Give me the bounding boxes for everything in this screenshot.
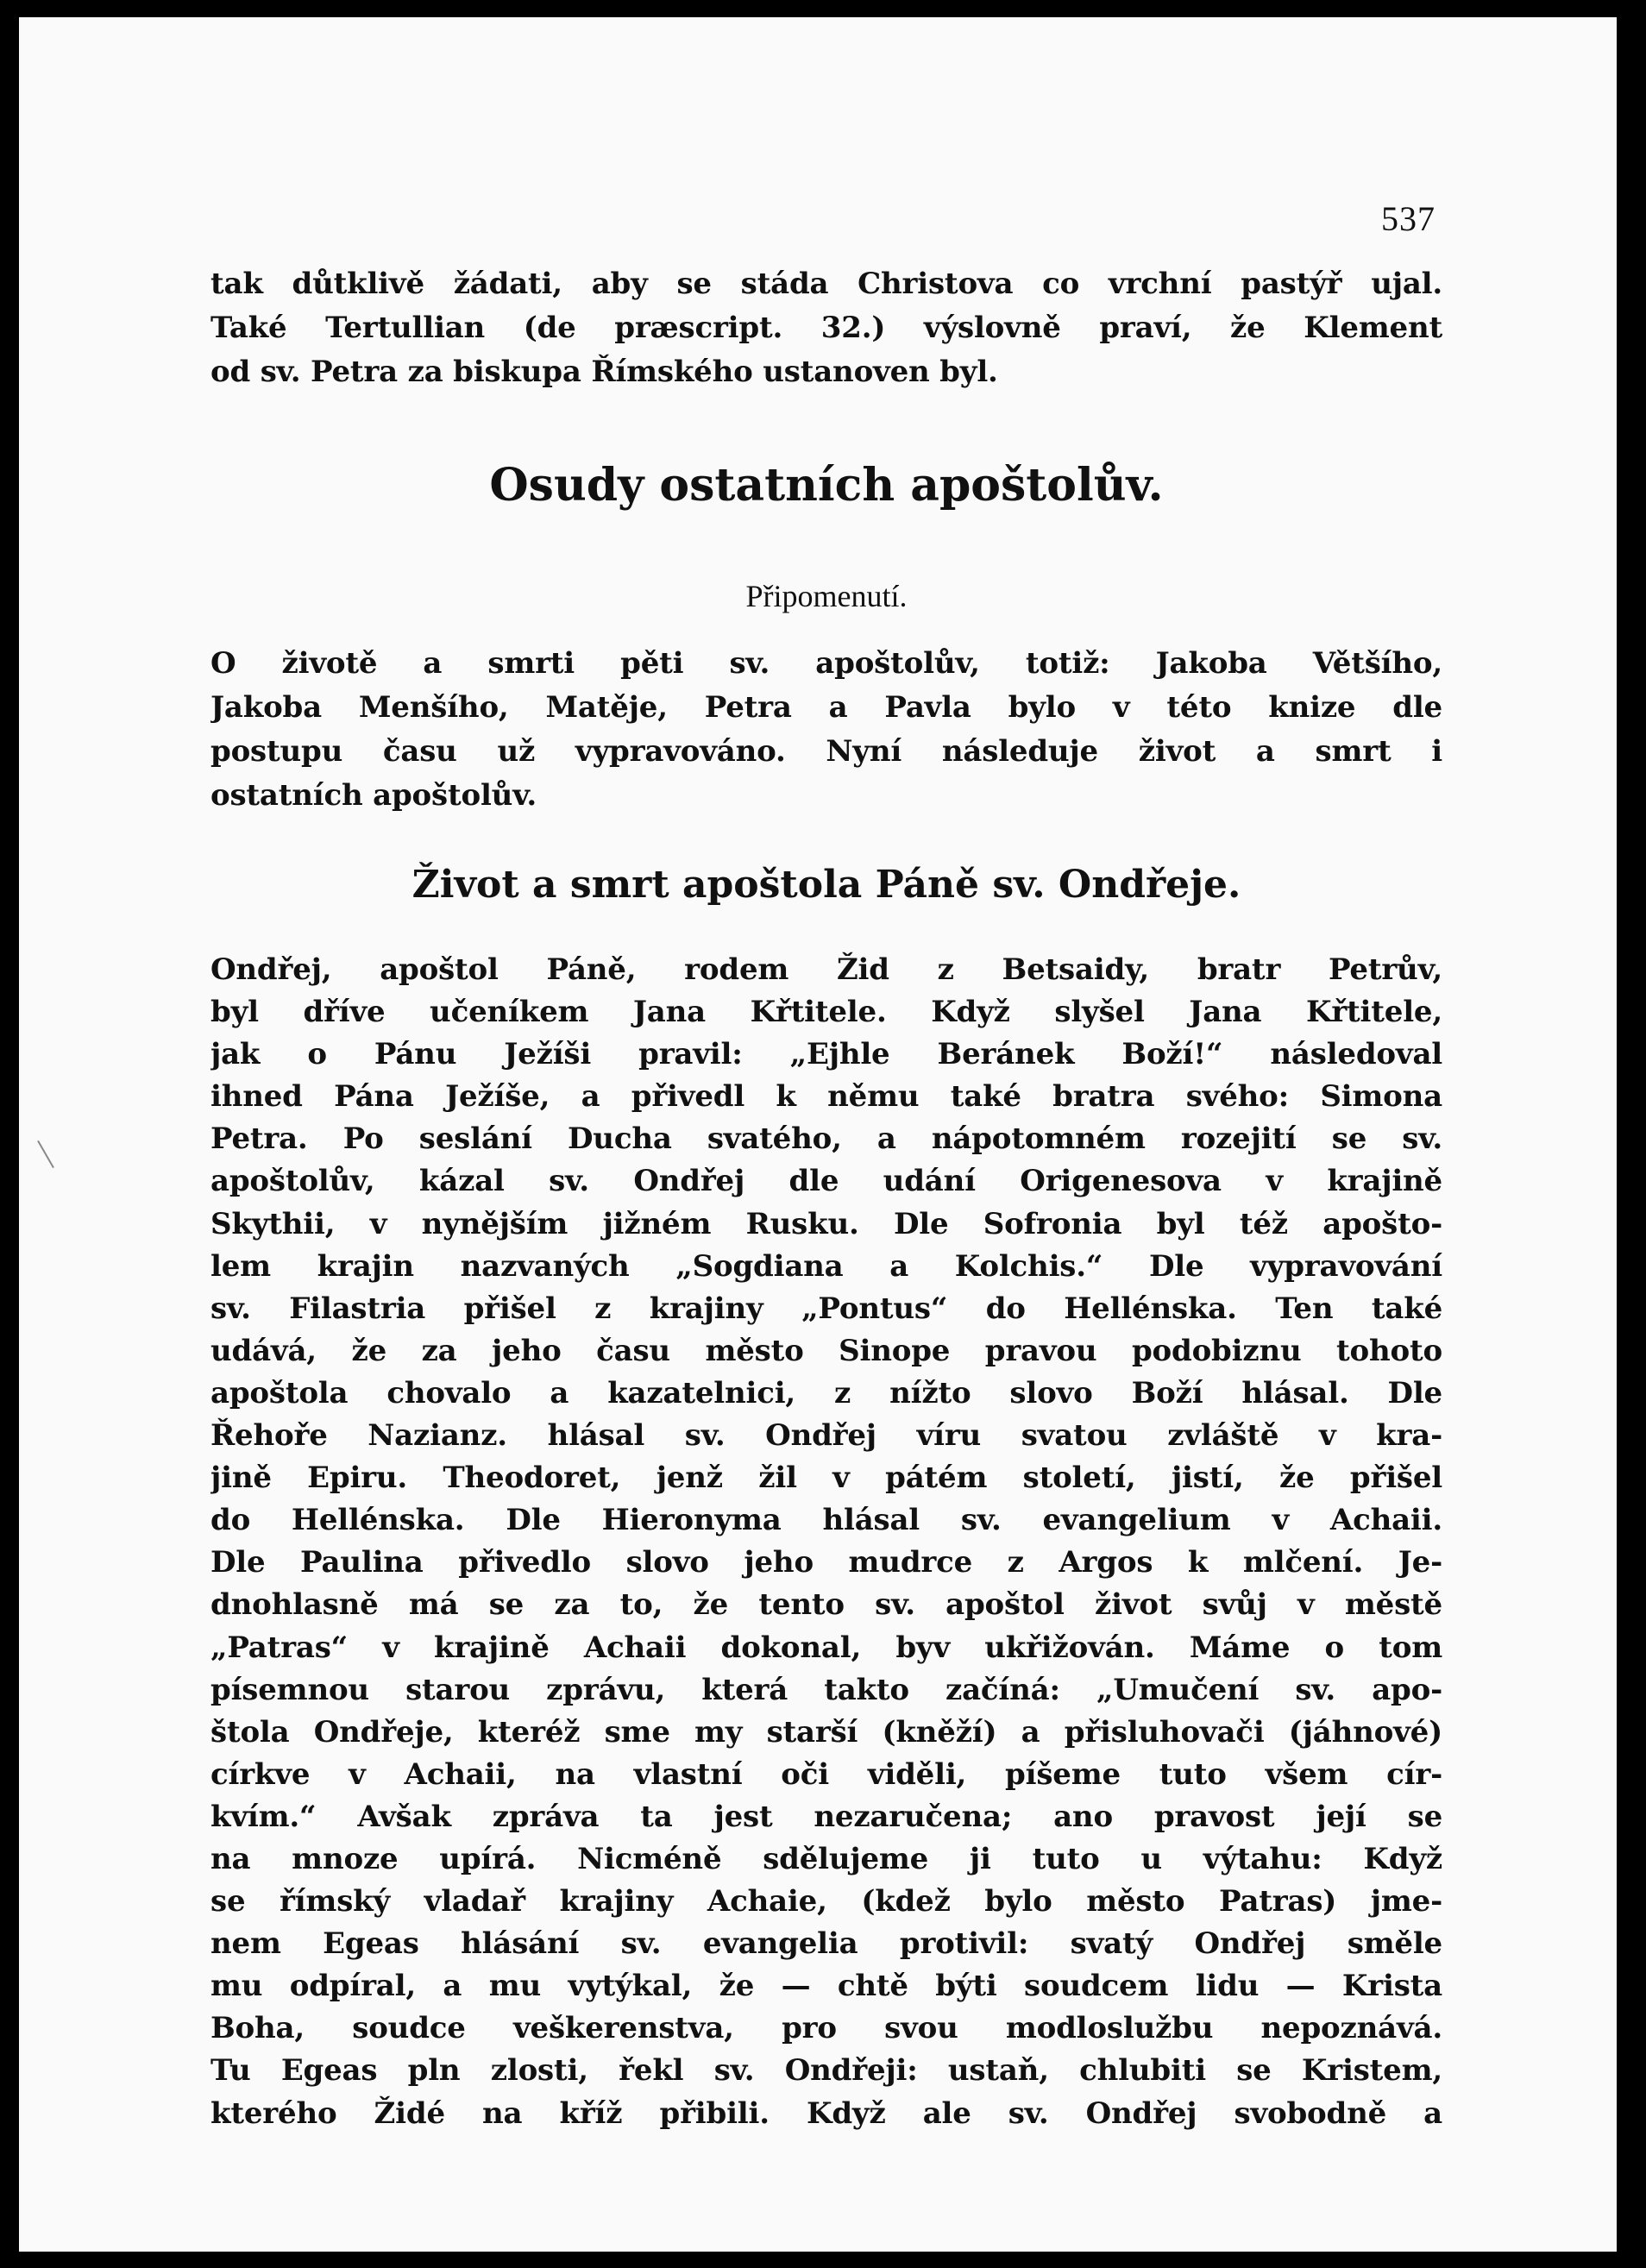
scan-mark [37, 1140, 54, 1168]
text-line: kterého Židé na kříž přibili. Když ale sv. Ondřej svobodně a [210, 2095, 1442, 2131]
text-line: apoštolův, kázal sv. Ondřej dle udání Origenesova v krajině [210, 1164, 1442, 1199]
text-line: Tu Egeas pln zlosti, řekl sv. Ondřeji: ustaň, chlubiti se Kristem, [210, 2053, 1442, 2089]
text-line: Řehoře Nazianz. hlásal sv. Ondřej víru svatou zvláště v kra- [210, 1418, 1442, 1454]
text-line: O životě a smrti pěti sv. apoštolův, totiž: Jakoba Většího, [210, 646, 1442, 681]
text-line: Dle Paulina přivedlo slovo jeho mudrce z Argos k mlčení. Je- [210, 1545, 1442, 1580]
text-line: od sv. Petra za biskupa Římského ustanoven byl. [210, 355, 998, 389]
document-page [19, 17, 1617, 2252]
text-line: sv. Filastria přišel z krajiny „Pontus“ do Hellénska. Ten také [210, 1291, 1442, 1326]
text-line: „Patras“ v krajině Achaii dokonal, byv ukřižován. Máme o tom [210, 1630, 1442, 1665]
text-line: apoštola chovalo a kazatelnici, z nížto slovo Boží hlásal. Dle [210, 1375, 1442, 1410]
text-line: ostatních apoštolův. [210, 778, 537, 813]
text-line: Skythii, v nynějším jižném Rusku. Dle Sofronia byl též apošto- [210, 1206, 1442, 1241]
main-heading: Osudy ostatních apoštolův. [489, 459, 1164, 512]
text-line: písemnou starou zprávu, která takto začíná: „Umučení sv. apo- [210, 1672, 1442, 1707]
intro-paragraph [210, 262, 1442, 394]
text-line: kvím.“ Avšak zpráva ta jest nezaručena; ano pravost její se [210, 1799, 1442, 1834]
text-line: jině Epiru. Theodoret, jenž žil v pátém století, jistí, že přišel [210, 1461, 1442, 1496]
text-line: Boha, soudce veškerenstva, pro svou modloslužbu nepoznává. [210, 2011, 1442, 2046]
text-line: byl dříve učeníkem Jana Křtitele. Když slyšel Jana Křtitele, [210, 995, 1442, 1030]
text-line: štola Ondřeje, kteréž sme my starší (kněží) a přisluhovači (jáhnové) [210, 1714, 1442, 1750]
text-line: Petra. Po seslání Ducha svatého, a nápotomném rozejití se sv. [210, 1121, 1442, 1157]
text-line: Jakoba Menšího, Matěje, Petra a Pavla bylo v této knize dle [210, 690, 1442, 725]
reminder-paragraph [210, 642, 1442, 818]
text-line: mu odpíral, a mu vytýkal, že — chtě býti soudcem lidu — Krista [210, 1969, 1442, 2004]
text-line: lem krajin nazvaných „Sogdiana a Kolchis.“ Dle vypravování [210, 1248, 1442, 1284]
section-heading: Život a smrt apoštola Páně sv. Ondřeje. [412, 863, 1241, 907]
andrew-paragraph [210, 949, 1442, 2135]
text-line: se římský vladař krajiny Achaie, (kdež bylo město Patras) jme- [210, 1884, 1442, 1919]
text-line: postupu času už vypravováno. Nyní následuje život a smrt i [210, 734, 1442, 769]
text-line: ihned Pána Ježíše, a přivedl k němu také bratra svého: Simona [210, 1079, 1442, 1115]
text-line: jak o Pánu Ježíši pravil: „Ejhle Beránek Boží!“ následoval [210, 1037, 1442, 1072]
text-line: Ondřej, apoštol Páně, rodem Žid z Betsaidy, bratr Petrův, [210, 952, 1442, 987]
text-line: Také Tertullian (de præscript. 32.) výslovně praví, že Klement [210, 311, 1442, 345]
text-line: církve v Achaii, na vlastní oči viděli, píšeme tuto všem cír- [210, 1756, 1442, 1792]
text-line: udává, že za jeho času město Sinope pravou podobiznu tohoto [210, 1333, 1442, 1368]
text-line: dnohlasně má se za to, že tento sv. apoštol život svůj v městě [210, 1587, 1442, 1623]
text-line: tak důtklivě žádati, aby se stáda Christova co vrchní pastýř ujal. [210, 267, 1442, 301]
sub-heading: Připomenutí. [745, 579, 908, 613]
text-line: nem Egeas hlásání sv. evangelia protivil: svatý Ondřej směle [210, 1926, 1442, 1962]
text-line: na mnoze upírá. Nicméně sdělujeme ji tuto u výtahu: Když [210, 1841, 1442, 1876]
page-number: 537 [1381, 199, 1436, 238]
text-line: do Hellénska. Dle Hieronyma hlásal sv. evangelium v Achaii. [210, 1503, 1442, 1538]
